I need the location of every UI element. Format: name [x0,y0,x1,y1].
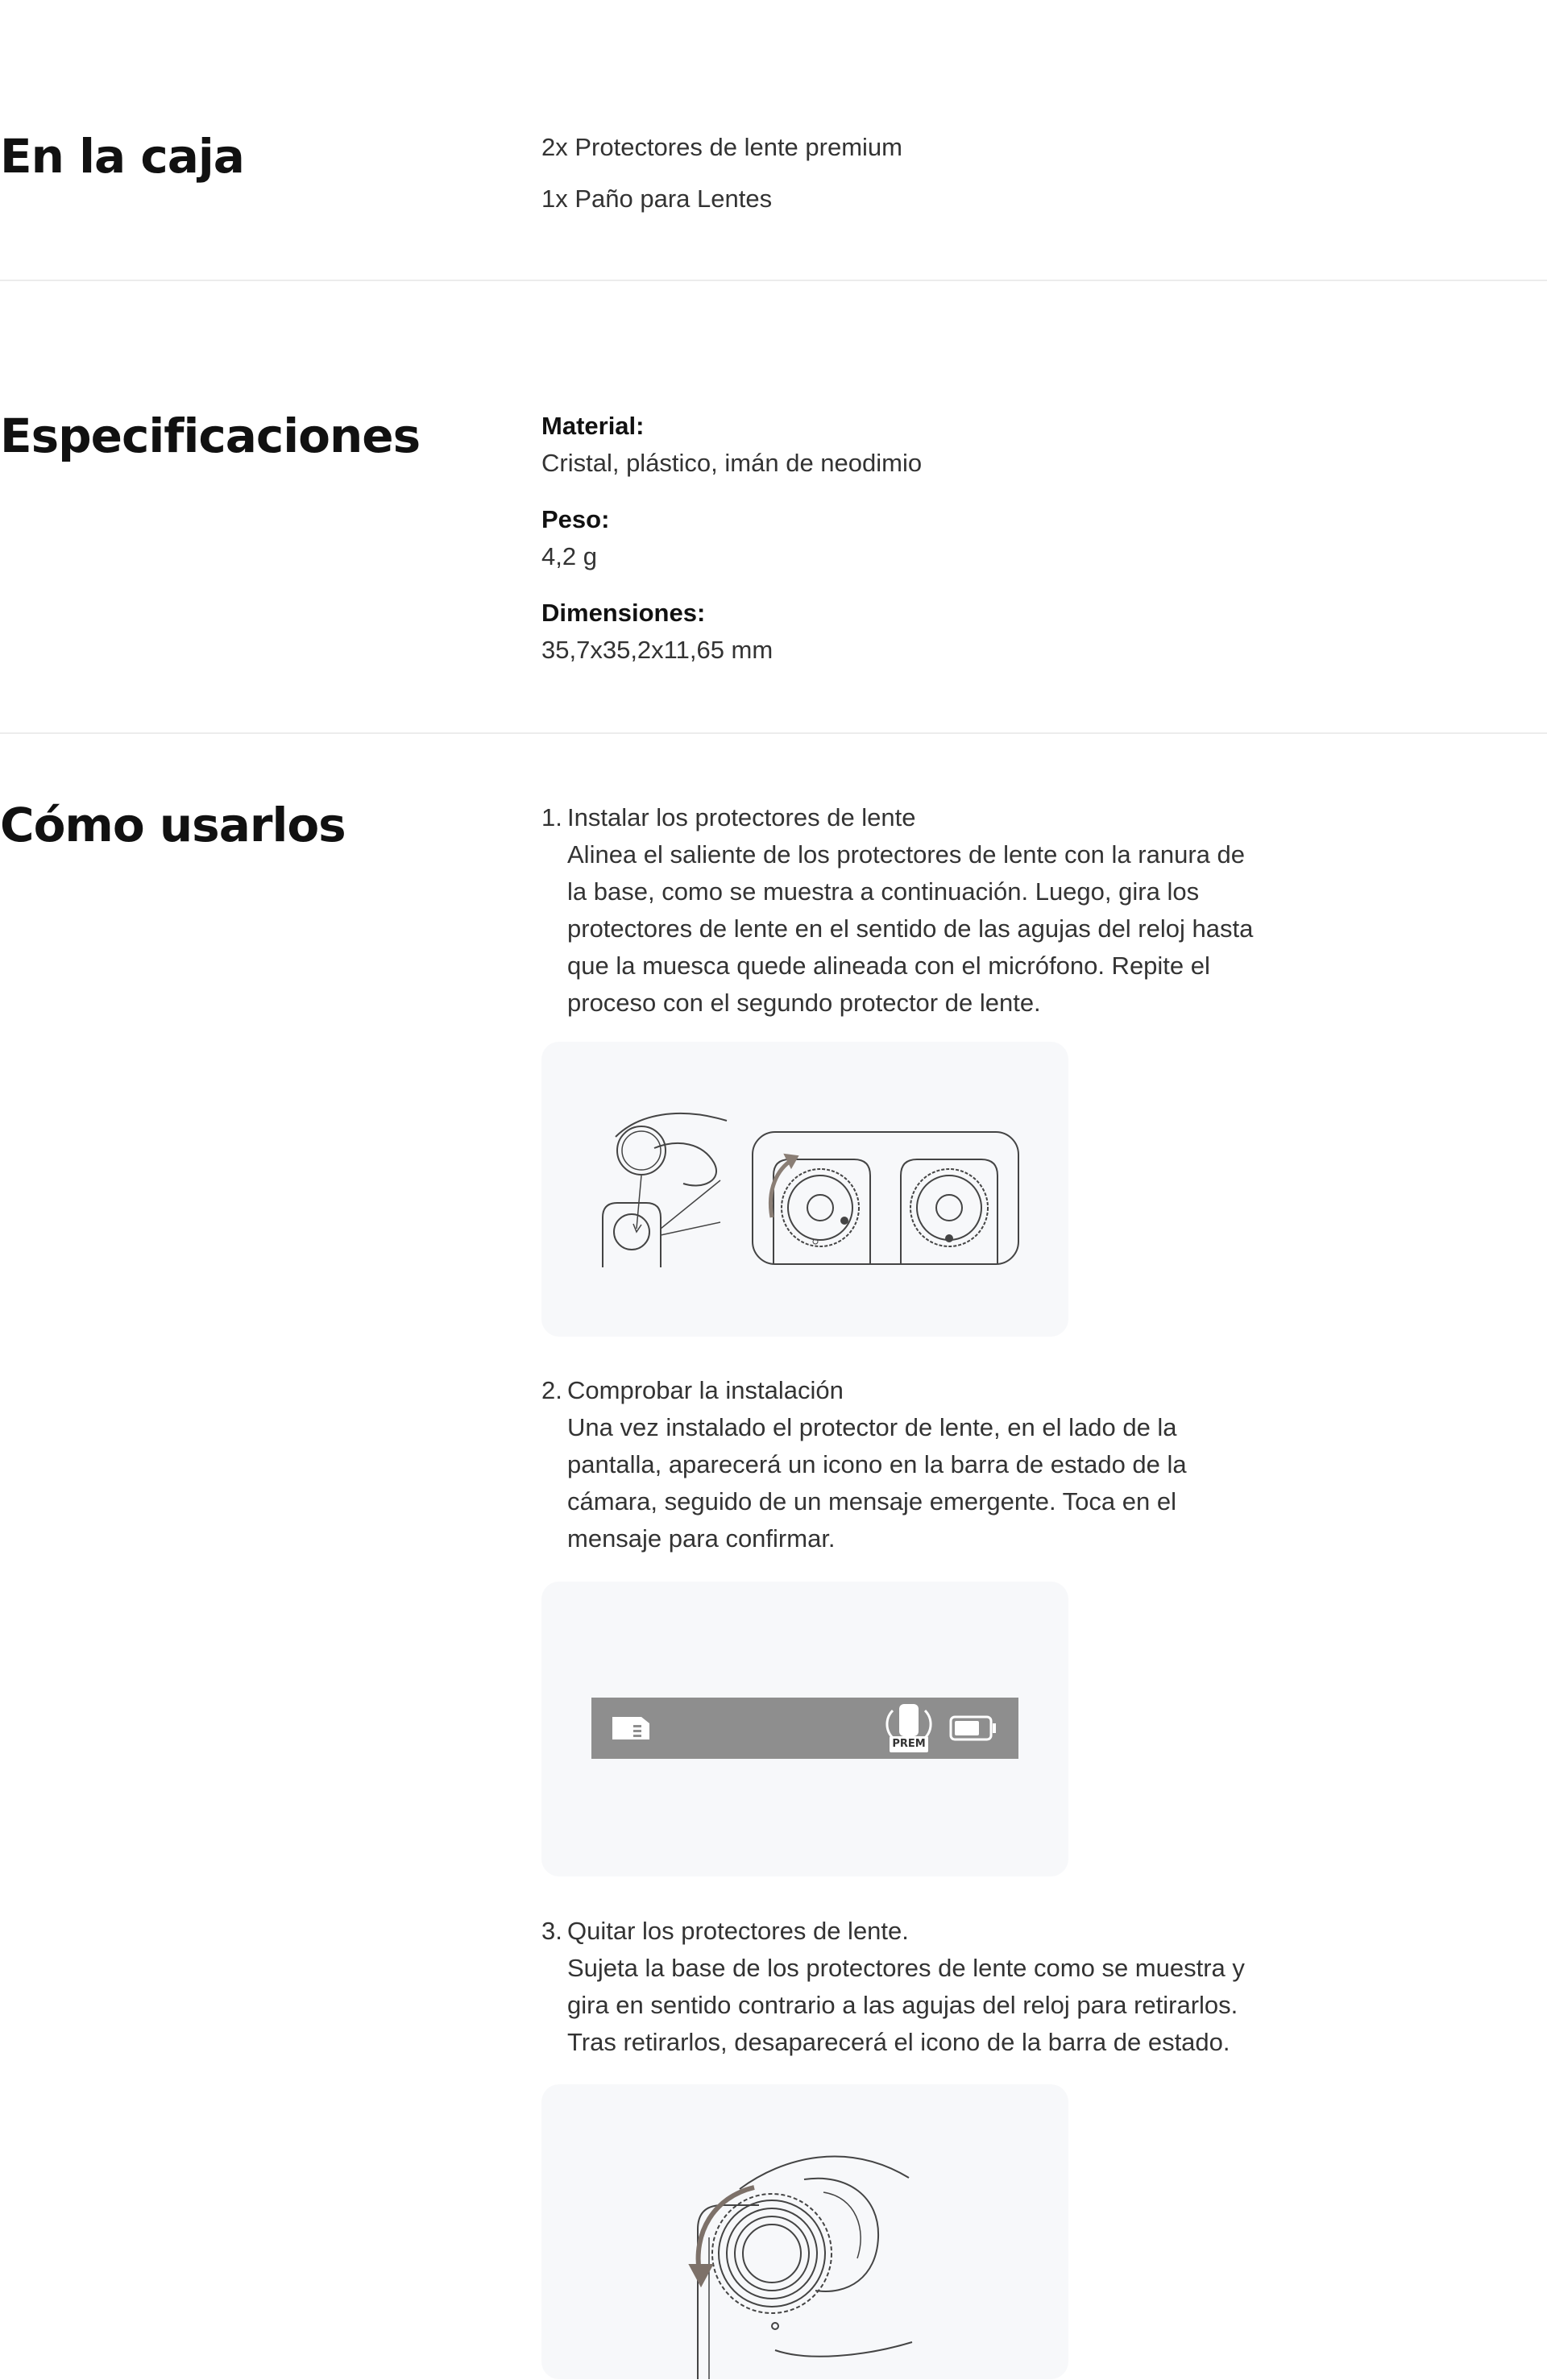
lens-protector-icon [885,1702,933,1754]
sd-card-icon [609,1714,653,1743]
box-section [0,0,1547,280]
spec-item-weight [541,501,609,575]
usage-heading: Cómo usarlos [0,798,346,852]
spec-label: Dimensiones: [541,599,706,627]
step-body: Sujeta la base de los protectores de lente como se muestra y gira en sentido contrario a las agujas del reloj para retirarlos. Tras retirarlos, desaparecerá el icono de la barra de estado. [567,1954,1245,2056]
step-title: Instalar los protectores de lente [567,803,916,831]
spec-item-material [541,408,922,482]
install-illustration [541,1042,1068,1337]
box-item: 2x Protectores de lente premium [541,133,902,161]
step-number: 1. [541,803,562,831]
usage-step-3 [541,1913,1267,2061]
spec-value: Cristal, plástico, imán de neodimio [541,449,923,477]
usage-step-2 [541,1372,1267,1557]
battery-icon [949,1715,997,1741]
step-body: Una vez instalado el protector de lente, en el lado de la pantalla, aparecerá un icono en la barra de estado de la cámara, seguido de un mensaje emergente. Toca en el mensaje para confirmar. [567,1413,1187,1553]
specs-heading: Especificaciones [0,408,421,463]
status-bar-illustration [541,1582,1068,1876]
status-badge: PREM [890,1736,928,1752]
spec-label: Material: [541,412,645,440]
box-heading: En la caja [0,129,244,184]
usage-step-1 [541,799,1267,1022]
spec-label: Peso: [541,505,610,533]
spec-item-dimensions [541,595,773,669]
removal-illustration [541,2084,1068,2379]
step-title: Quitar los protectores de lente. [567,1917,909,1945]
camera-status-bar [591,1698,1018,1759]
step-number: 3. [541,1917,562,1945]
box-item: 1x Paño para Lentes [541,185,773,213]
step-number: 2. [541,1376,562,1404]
step-title: Comprobar la instalación [567,1376,844,1404]
spec-value: 4,2 g [541,542,597,570]
step-body: Alinea el saliente de los protectores de lente con la ranura de la base, como se muestra a continuación. Luego, gira los protectores de lente en el sentido de las agujas del reloj hasta que la muesca quede alineada con el micrófono. Repite el proceso con el segundo protector de lente. [567,840,1254,1017]
specs-section [0,281,1547,732]
section-divider [0,732,1547,734]
spec-value: 35,7x35,2x11,65 mm [541,636,774,664]
